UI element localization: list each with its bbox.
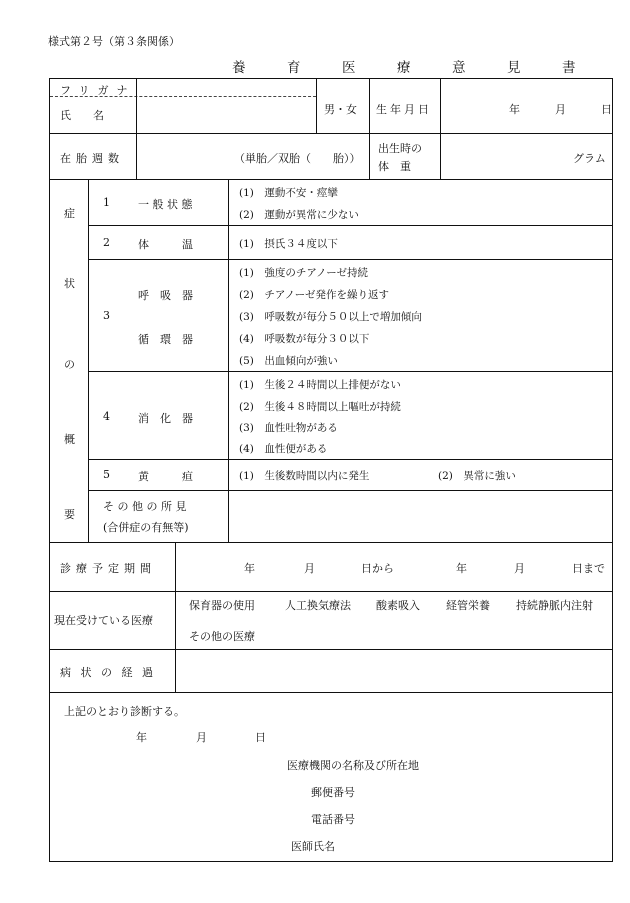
- rule: [50, 591, 613, 592]
- gestation-value[interactable]: （単胎／双胎（ 胎））: [234, 152, 361, 165]
- rule: [175, 543, 176, 692]
- rule: [88, 371, 613, 372]
- rule: [50, 179, 613, 180]
- section-label-char: 要: [64, 508, 75, 521]
- symptom-item[interactable]: (4) 呼吸数が毎分３０以下: [239, 333, 370, 345]
- symptom-item[interactable]: (3) 血性吐物がある: [239, 422, 338, 434]
- period-to-day: 日まで: [572, 562, 605, 575]
- section-label-char: 状: [64, 277, 75, 290]
- category-name: 循 環 器: [138, 333, 193, 346]
- rule: [50, 649, 613, 650]
- period-to-month: 月: [514, 562, 525, 575]
- rule: [440, 79, 441, 179]
- symptom-item[interactable]: (1) 運動不安・痙攣: [239, 187, 338, 199]
- treatment-other[interactable]: その他の医療: [189, 630, 255, 643]
- form-id: 様式第２号（第３条関係）: [48, 35, 180, 48]
- rule: [88, 180, 89, 542]
- treatment-option[interactable]: 保育器の使用: [189, 599, 255, 612]
- category-name: 呼 吸 器: [138, 289, 193, 302]
- symptom-item[interactable]: (1) 強度のチアノーゼ持続: [239, 267, 369, 279]
- birth-day: 日: [601, 103, 612, 116]
- category-name: 体 温: [138, 238, 193, 251]
- symptom-item[interactable]: (1) 生後数時間以内に発生: [239, 470, 370, 482]
- section-label-char: 症: [64, 207, 75, 220]
- category-number: 5: [103, 468, 110, 481]
- category-name: 消 化 器: [138, 412, 193, 425]
- doctor-label: 医師氏名: [291, 840, 335, 853]
- category-number: 4: [103, 410, 110, 423]
- rule: [88, 490, 613, 491]
- phone-label: 電話番号: [311, 813, 355, 826]
- symptom-item[interactable]: (2) チアノーゼ発作を繰り返す: [239, 289, 390, 301]
- gestation-label: 在胎週数: [60, 152, 124, 165]
- category-number: 1: [103, 196, 110, 209]
- birth-month: 月: [555, 103, 566, 116]
- symptom-item[interactable]: (4) 血性便がある: [239, 443, 328, 455]
- rule: [88, 259, 613, 260]
- symptom-item[interactable]: (1) 摂氏３４度以下: [239, 238, 338, 250]
- birth-weight-label-2: 体 重: [378, 160, 411, 173]
- rule: [88, 459, 613, 460]
- birth-weight-label-1: 出生時の: [378, 142, 422, 155]
- postal-label: 郵便番号: [311, 786, 355, 799]
- sign-day: 日: [255, 731, 266, 744]
- name-label: 氏 名: [60, 109, 104, 122]
- treatment-option[interactable]: 人工換気療法: [285, 599, 351, 612]
- treatment-option[interactable]: 持続静脈内注射: [516, 599, 593, 612]
- institution-label: 医療機関の名称及び所在地: [287, 759, 419, 772]
- period-from-year: 年: [244, 562, 255, 575]
- symptom-item[interactable]: (2) 生後４８時間以上嘔吐が持続: [239, 401, 401, 413]
- category-number: 3: [103, 309, 110, 322]
- diagnosis-statement: 上記のとおり診断する。: [64, 705, 185, 718]
- current-treatment-label: 現在受けている医療: [54, 614, 153, 627]
- symptom-item[interactable]: (3) 呼吸数が毎分５０以上で増加傾向: [239, 311, 422, 323]
- category-name: 黄 疸: [138, 470, 193, 483]
- section-label-char: の: [64, 358, 75, 371]
- symptom-item[interactable]: (2) 異常に強い: [438, 470, 516, 482]
- birthdate-label: 生年月日: [376, 103, 432, 116]
- period-from-month: 月: [304, 562, 315, 575]
- birth-weight-unit: グラム: [573, 152, 606, 165]
- page-title: 養 育 医 療 意 見 書: [232, 60, 590, 76]
- period-label: 診療予定期間: [60, 562, 156, 575]
- section-label-char: 概: [64, 433, 75, 446]
- other-findings-sublabel: (合併症の有無等): [103, 521, 189, 534]
- treatment-option[interactable]: 経管栄養: [446, 599, 490, 612]
- rule: [136, 79, 137, 179]
- rule: [50, 133, 613, 134]
- symptom-item[interactable]: (1) 生後２４時間以上排便がない: [239, 379, 401, 391]
- sex-label[interactable]: 男・女: [324, 103, 357, 116]
- rule: [228, 180, 229, 542]
- category-number: 2: [103, 236, 110, 249]
- rule: [369, 79, 370, 179]
- rule: [316, 79, 317, 133]
- period-to-year: 年: [456, 562, 467, 575]
- birth-year: 年: [509, 103, 520, 116]
- furigana-label: フリガナ: [60, 84, 136, 97]
- rule: [88, 225, 613, 226]
- category-name: 一 般 状 態: [138, 198, 193, 211]
- symptom-item[interactable]: (5) 出血傾向が強い: [239, 355, 338, 367]
- sign-year: 年: [136, 731, 147, 744]
- progress-label: 病 状 の 経 過: [60, 666, 156, 679]
- other-findings-label: そ の 他 の 所 見: [103, 500, 187, 513]
- treatment-option[interactable]: 酸素吸入: [376, 599, 420, 612]
- symptom-item[interactable]: (2) 運動が異常に少ない: [239, 209, 359, 221]
- sign-month: 月: [196, 731, 207, 744]
- rule: [50, 542, 613, 543]
- rule: [50, 692, 613, 693]
- period-from-day: 日から: [361, 562, 394, 575]
